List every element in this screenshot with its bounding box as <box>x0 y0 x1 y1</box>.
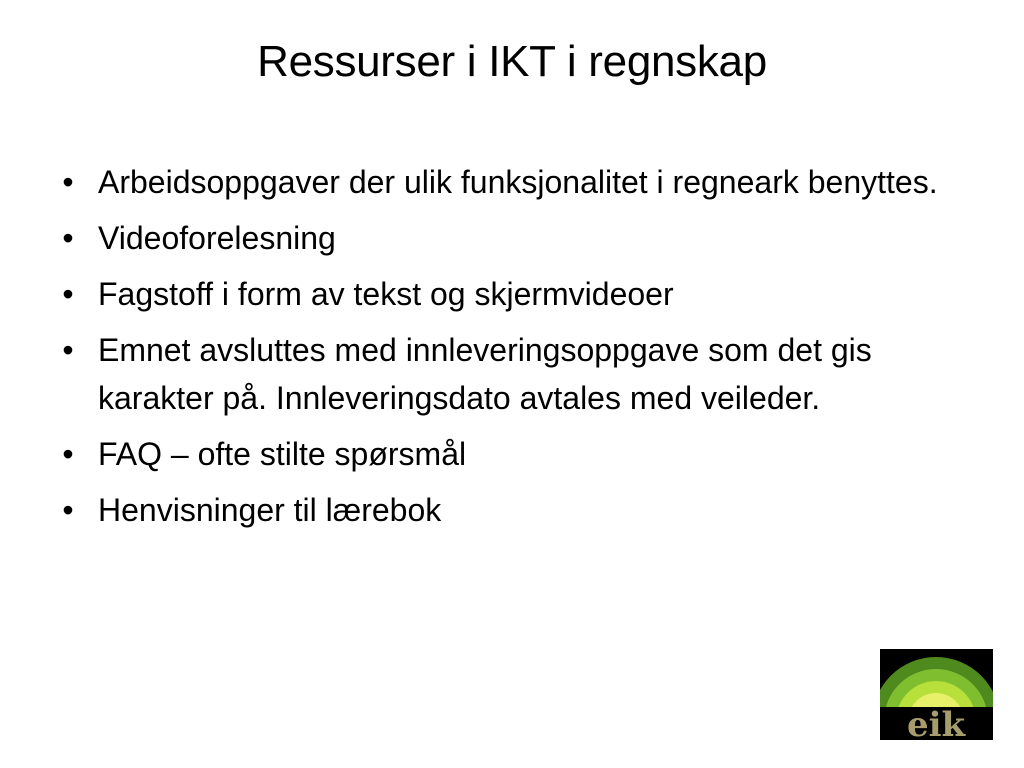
bullet-text: Henvisninger til lærebok <box>98 492 442 528</box>
bullet-dot: • <box>62 164 74 200</box>
bullet-text: Fagstoff i form av tekst og skjermvideoer <box>98 276 674 312</box>
bullet-text: FAQ – ofte stilte spørsmål <box>98 436 467 472</box>
bullet-dot: • <box>62 332 74 368</box>
bullet-dot: • <box>62 220 74 256</box>
bullet-dot: • <box>62 492 74 528</box>
bullet-list <box>58 158 978 542</box>
bullet-text: Videoforelesning <box>98 220 336 256</box>
bullet-item <box>58 326 978 422</box>
bullet-item <box>58 430 978 478</box>
bullet-dot: • <box>62 276 74 312</box>
logo-text: eik <box>906 705 966 740</box>
eik-logo-icon <box>880 649 993 740</box>
slide-title: Ressurser i IKT i regnskap <box>257 37 767 86</box>
bullet-item <box>58 486 978 534</box>
bullet-item <box>58 270 978 318</box>
bullet-item <box>58 214 978 262</box>
bullet-text: Emnet avsluttes med innleveringsoppgave som det gis karakter på. Innleveringsdato avtales med veileder. <box>98 332 872 416</box>
bullet-dot: • <box>62 436 74 472</box>
bullet-item <box>58 158 978 206</box>
bullet-text: Arbeidsoppgaver der ulik funksjonalitet i regneark benyttes. <box>98 164 938 200</box>
